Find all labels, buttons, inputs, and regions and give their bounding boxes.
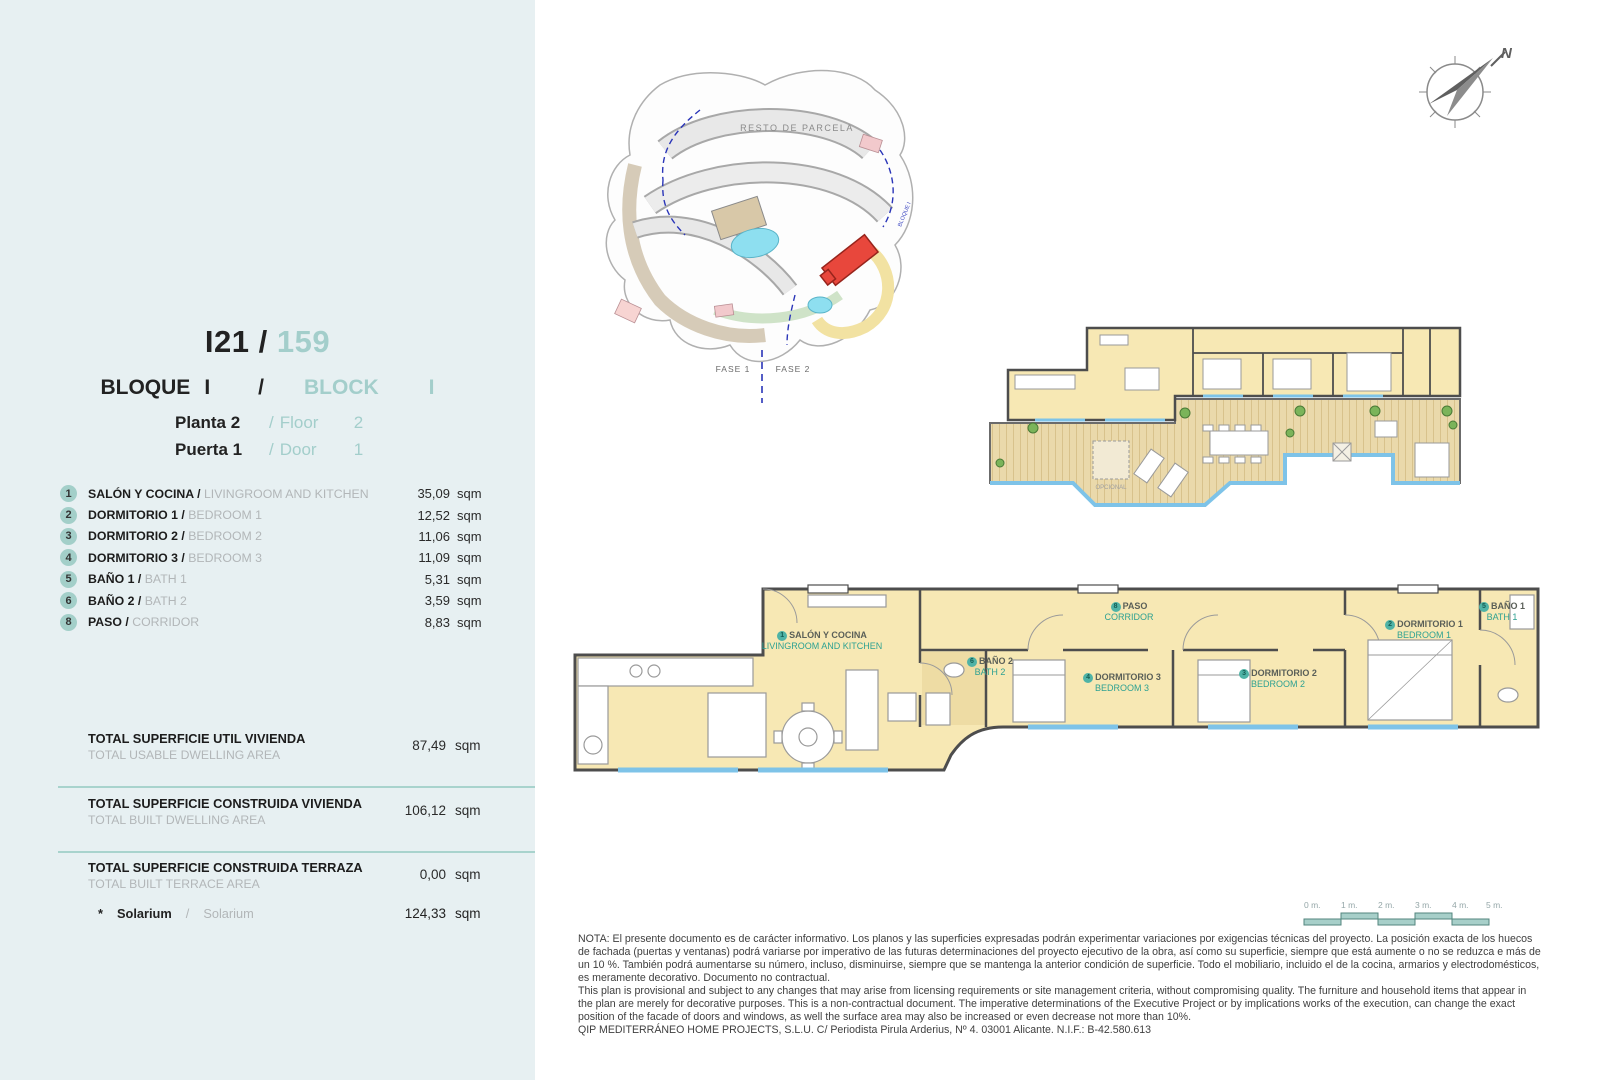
- room-area-unit: sqm: [457, 528, 482, 544]
- total-label-es: TOTAL SUPERFICIE CONSTRUIDA VIVIENDA: [88, 796, 362, 811]
- plan-label-bedroom3: 4 DORMITORIO 3 BEDROOM 3: [1067, 672, 1177, 694]
- room-area-value: 35,09: [417, 486, 450, 502]
- parasol: [1333, 443, 1351, 461]
- total-unit: sqm: [455, 738, 481, 753]
- upper-floor-plan: [975, 293, 1550, 523]
- total-label-en: TOTAL BUILT TERRACE AREA: [88, 877, 260, 891]
- optional-label: OPCIONAL: [1095, 485, 1127, 491]
- bloque-i-label: BLOQUE I: [897, 201, 913, 228]
- door-label-es: Puerta 1: [175, 440, 243, 459]
- room-area-value: 5,31: [424, 571, 450, 587]
- scale-tick-label: 2 m.: [1378, 900, 1395, 910]
- floor-separator: /: [269, 413, 274, 432]
- solarium-unit: sqm: [455, 906, 481, 921]
- room-number-badge: 3: [60, 528, 77, 545]
- room-name-es: DORMITORIO 3: [88, 550, 178, 565]
- room-row-bedroom1: 2 DORMITORIO 1 / BEDROOM 1 12,52 sqm: [60, 504, 487, 525]
- bed-bedroom1: [1368, 640, 1452, 720]
- room-number-badge: 5: [60, 571, 77, 588]
- scale-tick-label: 3 m.: [1415, 900, 1432, 910]
- scale-tick-label: 4 m.: [1452, 900, 1469, 910]
- block-label-es: BLOQUE: [100, 376, 191, 399]
- total-usable-area: [88, 731, 487, 763]
- room-area-unit: sqm: [457, 550, 482, 566]
- divider-line: [58, 851, 535, 853]
- note-spanish: NOTA: El presente documento es de carácter informativo. Los planos y las superficies expresadas podrán experimentar variaciones por exigencias técnicas del proyecto. La posición exacta de los huecos de fachada (puertas y ventanas) podrá variarse por imperativo de las futuras determinaciones del proyecto ejecutivo de la obra, así como su superficie, siempre que está aumente o no se reduzca e más de un 10 %. También podrá aumentarse su número, incluso, disminuirse, siempre que se mantenga la anterior condición de superficie. Todo el mobiliario, incluido el de la cocina, armarios y electrodomésticos, es meramente decorativo. Documento no contractual.: [578, 933, 1541, 984]
- resto-de-parcela-label: RESTO DE PARCELA: [740, 123, 854, 133]
- site-plan: [565, 55, 965, 405]
- block-row: [0, 376, 535, 400]
- scale-bar: [1296, 897, 1526, 933]
- room-name-es: DORMITORIO 1: [88, 508, 178, 523]
- scale-tick-label: 0 m.: [1304, 900, 1321, 910]
- legal-notes: [578, 933, 1543, 1037]
- room-area-unit: sqm: [457, 593, 482, 609]
- total-value: 0,00: [419, 867, 446, 882]
- room-area-value: 11,06: [418, 528, 450, 544]
- room-name-en: LIVINGROOM AND KITCHEN: [203, 486, 369, 501]
- room-row-bath1: 5 BAÑO 1 / BATH 1 5,31 sqm: [60, 569, 487, 590]
- plan-label-bath2: 6 BAÑO 2 BATH 2: [955, 656, 1025, 678]
- door-row: [175, 440, 363, 467]
- compass-icon: [1405, 42, 1515, 132]
- total-value: 87,49: [412, 738, 446, 753]
- room-name-es: BAÑO 2: [88, 593, 135, 608]
- room-name-en: BATH 1: [144, 572, 187, 587]
- plan-label-bath1: 5 BAÑO 1 BATH 1: [1473, 601, 1531, 623]
- total-label-es: TOTAL SUPERFICIE CONSTRUIDA TERRAZA: [88, 860, 363, 875]
- solarium-row: [98, 906, 487, 921]
- door-separator: /: [269, 440, 274, 459]
- room-number-badge: 1: [60, 485, 77, 502]
- door-value: 1: [353, 440, 364, 459]
- plan-label-livingroom: 1 SALÓN Y COCINA LIVINGROOM AND KITCHEN: [761, 630, 883, 651]
- room-area-value: 11,09: [418, 550, 450, 566]
- fase-1-label: FASE 1: [715, 364, 751, 374]
- room-name-en: CORRIDOR: [132, 615, 200, 630]
- block-value-es: I: [204, 376, 211, 399]
- room-name-es: BAÑO 1: [88, 572, 135, 587]
- room-area-unit: sqm: [457, 571, 482, 587]
- room-number-badge: 2: [60, 507, 77, 524]
- total-unit: sqm: [455, 803, 481, 818]
- room-number-badge: 8: [60, 614, 77, 631]
- plan-label-bedroom1: 2 DORMITORIO 1 BEDROOM 1: [1369, 619, 1479, 641]
- compass-north-label: N: [1501, 45, 1512, 62]
- pink-block: [714, 304, 733, 317]
- total-label-en: TOTAL BUILT DWELLING AREA: [88, 813, 266, 827]
- fase-2-label: FASE 2: [775, 364, 811, 374]
- room-number-badge: 4: [60, 549, 77, 566]
- room-area-unit: sqm: [457, 486, 482, 502]
- floor-value: 2: [353, 413, 364, 432]
- total-built-terrace-area: [88, 860, 487, 892]
- block-label-en: BLOCK: [304, 376, 379, 399]
- optional-pergola: [1093, 441, 1129, 479]
- room-row-corridor: 8 PASO / CORRIDOR 8,83 sqm: [60, 611, 487, 632]
- total-built-dwelling-area: [88, 796, 487, 828]
- unit-code: I21 /: [204, 324, 268, 359]
- divider-line: [58, 786, 535, 788]
- room-name-en: BEDROOM 2: [188, 529, 263, 544]
- floor-label-en: Floor: [279, 413, 319, 432]
- solarium-label-es: Solarium: [116, 906, 172, 921]
- pool-small: [808, 297, 832, 313]
- info-sidebar: [0, 0, 535, 1080]
- solarium-value: 124,33: [404, 906, 446, 921]
- unit-number: 159: [276, 324, 331, 359]
- block-value-en: I: [428, 376, 435, 399]
- room-name-es: DORMITORIO 2: [88, 529, 178, 544]
- floor-door-rows: [175, 413, 363, 467]
- solarium-marker: *: [98, 906, 103, 921]
- room-area-unit: sqm: [457, 507, 482, 523]
- room-name-es: SALÓN Y COCINA: [88, 486, 194, 501]
- floor-row: [175, 413, 363, 440]
- room-row-bedroom2: 3 DORMITORIO 2 / BEDROOM 2 11,06 sqm: [60, 526, 487, 547]
- scale-tick-label: 1 m.: [1341, 900, 1358, 910]
- total-label-en: TOTAL USABLE DWELLING AREA: [88, 748, 281, 762]
- plan-label-bedroom2: 3 DORMITORIO 2 BEDROOM 2: [1223, 668, 1333, 690]
- total-unit: sqm: [455, 867, 481, 882]
- block-separator: /: [258, 376, 264, 399]
- room-row-livingroom: 1 SALÓN Y COCINA / LIVINGROOM AND KITCHEN 35,09 sqm: [60, 483, 487, 504]
- total-label-es: TOTAL SUPERFICIE UTIL VIVIENDA: [88, 731, 306, 746]
- room-area-value: 8,83: [424, 614, 450, 630]
- room-area-value: 12,52: [417, 507, 450, 523]
- door-label-en: Door: [279, 440, 317, 459]
- company-line: QIP MEDITERRÁNEO HOME PROJECTS, S.L.U. C/ Periodista Pirula Arderius, Nº 4. 03001 Alicante. N.I.F.: B-42.580.613: [578, 1024, 1152, 1036]
- room-list: [60, 483, 487, 633]
- room-name-en: BEDROOM 1: [188, 508, 263, 523]
- scale-tick-label: 5 m.: [1486, 900, 1503, 910]
- room-area-unit: sqm: [457, 614, 482, 630]
- floor-label-es: Planta 2: [175, 413, 241, 432]
- solarium-separator: /: [185, 906, 190, 921]
- main-floor-plan: [558, 575, 1548, 795]
- unit-title: [0, 324, 535, 360]
- total-value: 106,12: [404, 803, 446, 818]
- room-row-bedroom3: 4 DORMITORIO 3 / BEDROOM 3 11,09 sqm: [60, 547, 487, 568]
- plan-label-corridor: 8 PASO CORRIDOR: [1104, 601, 1154, 622]
- room-area-value: 3,59: [424, 593, 450, 609]
- note-english: This plan is provisional and subject to any changes that may arise from licensing requirements or site management criteria, without compromising quality. The furniture and household items that appear in the plan are merely for decorative purposes. This is a non-contractual document. The imperative determinations of the Executive Project or by implications works of the execution, can change the exact position of the facade of doors and windows, as well the surface area may also be increased or even decrease not more than 10%.: [578, 985, 1527, 1023]
- solarium-label-en: Solarium: [203, 906, 254, 921]
- room-number-badge: 6: [60, 592, 77, 609]
- room-name-en: BATH 2: [144, 593, 187, 608]
- room-name-es: PASO: [88, 615, 122, 630]
- room-row-bath2: 6 BAÑO 2 / BATH 2 3,59 sqm: [60, 590, 487, 611]
- room-name-en: BEDROOM 3: [188, 550, 263, 565]
